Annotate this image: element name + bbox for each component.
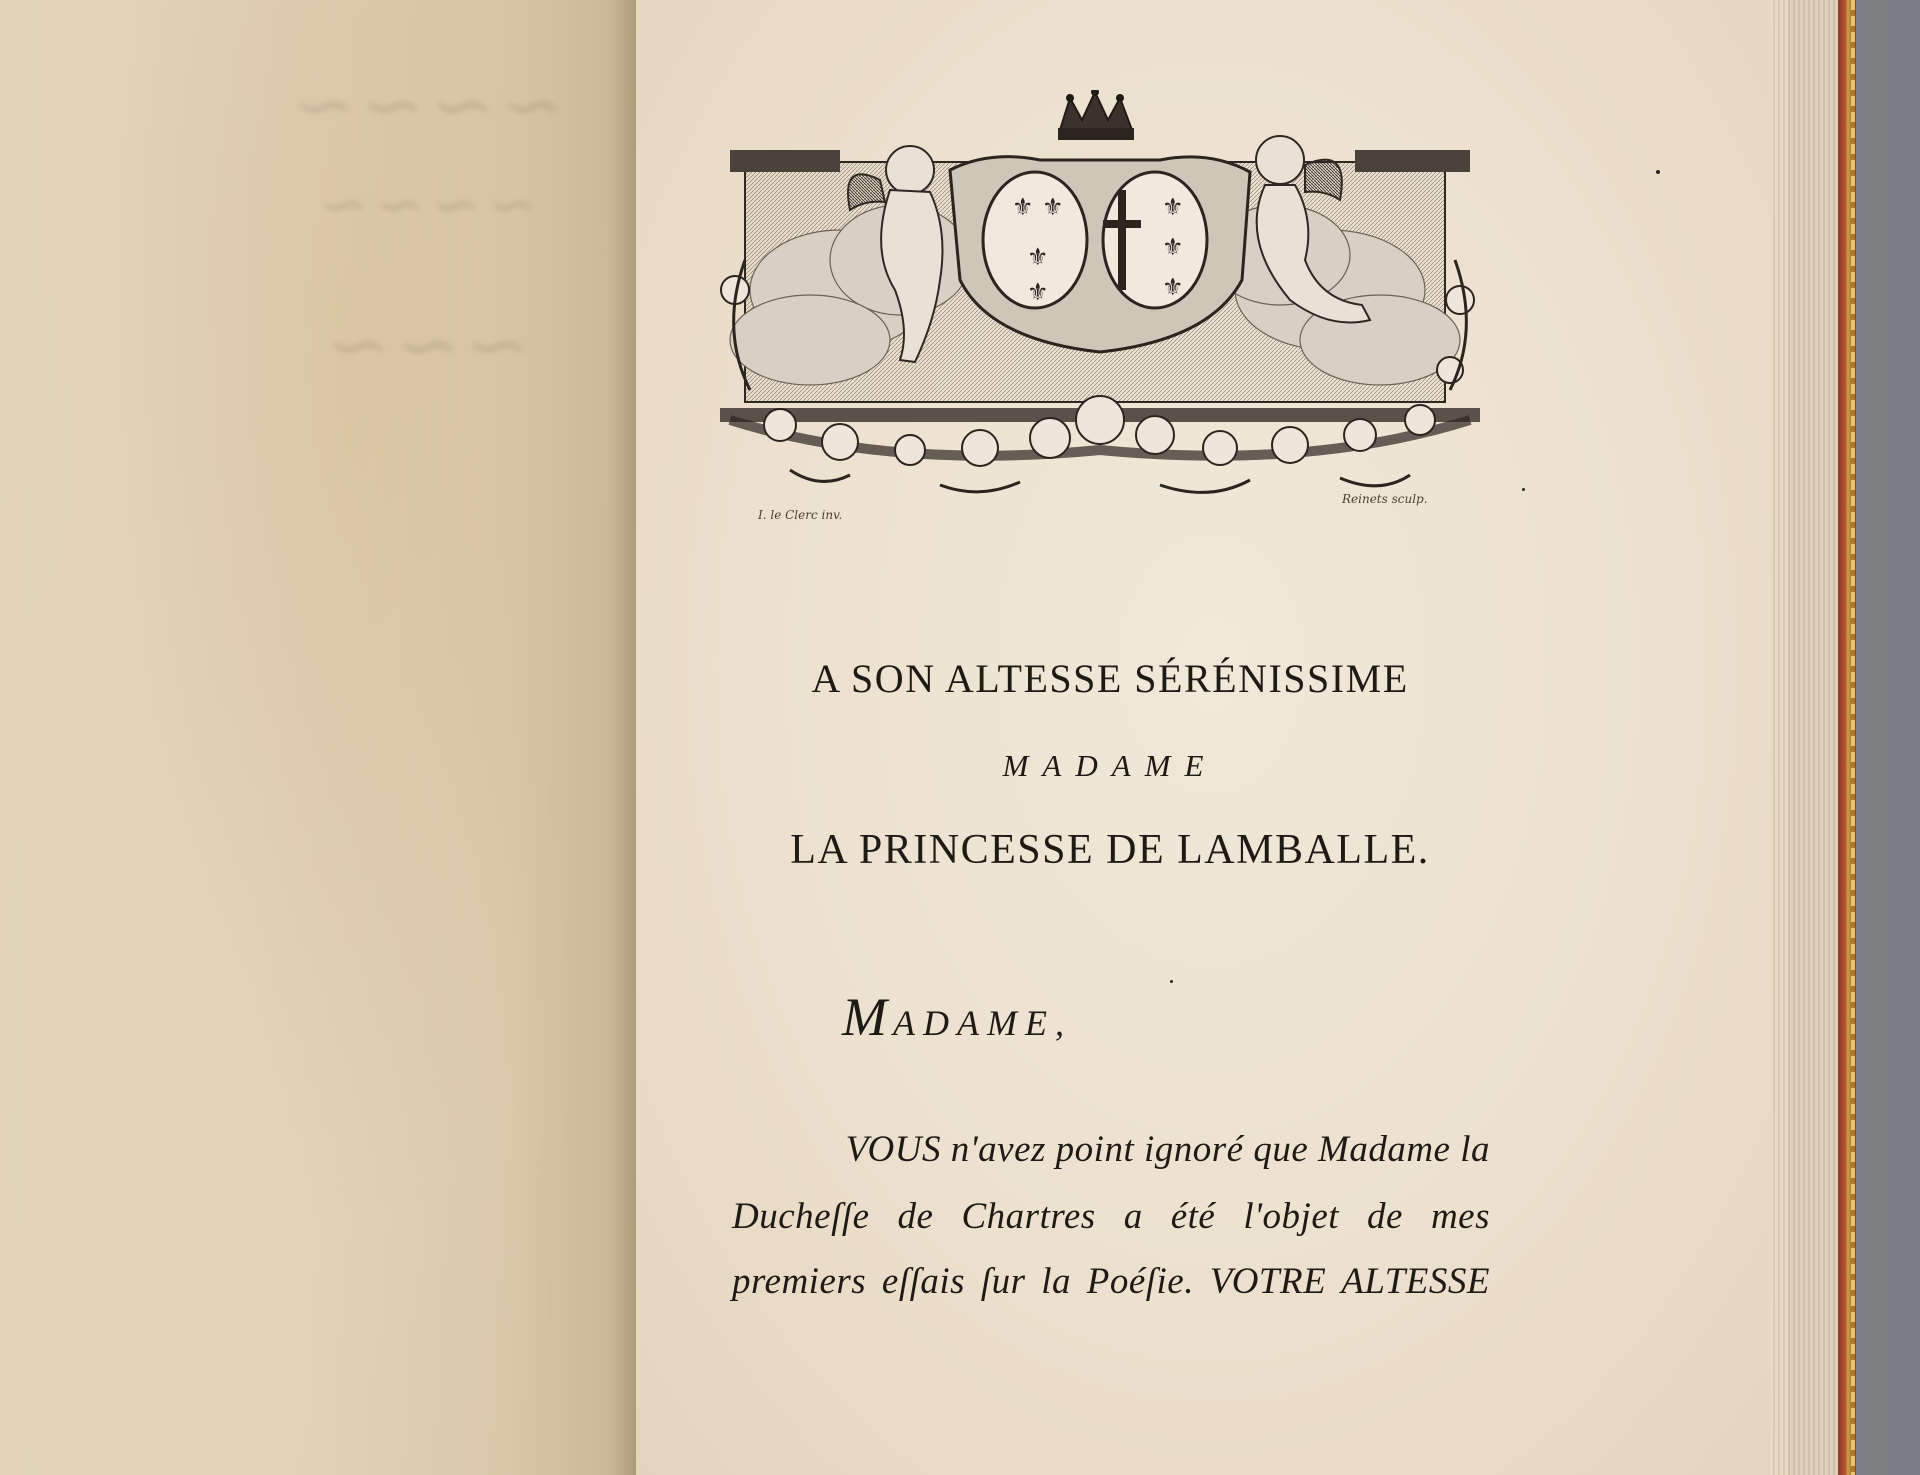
crown-icon bbox=[1058, 90, 1134, 140]
engraving-credit-inventor: I. le Clerc inv. bbox=[758, 508, 843, 522]
svg-text:⚜: ⚜ bbox=[1027, 278, 1049, 306]
svg-text:⚜: ⚜ bbox=[1162, 273, 1184, 301]
foxing-spot bbox=[1656, 170, 1660, 174]
dedication-princess: LA PRINCESSE DE LAMBALLE. bbox=[790, 827, 1430, 873]
foxing-spot bbox=[1522, 488, 1525, 491]
engraved-vignette bbox=[690, 90, 1510, 540]
salutation-rest: ADAME, bbox=[892, 1003, 1072, 1043]
body-text-line: premiers eſſais ſur la Poéſie. VOTRE ALTESSE bbox=[732, 1261, 1490, 1302]
svg-text:⚜: ⚜ bbox=[1162, 233, 1184, 261]
svg-text:⚜: ⚜ bbox=[1027, 243, 1049, 271]
svg-text:⚜: ⚜ bbox=[1162, 193, 1184, 221]
vignette-drawing bbox=[690, 90, 1510, 540]
svg-text:⚜: ⚜ bbox=[1012, 193, 1034, 221]
dedication-title: A SON ALTESSE SÉRÉNISSIME bbox=[811, 656, 1409, 701]
svg-text:⚜: ⚜ bbox=[1042, 193, 1064, 221]
salutation-initial: M bbox=[842, 987, 893, 1047]
foxing-spot bbox=[1170, 980, 1173, 983]
show-through-print: ~~~~ ~~~~ ~~~ bbox=[285, 60, 565, 389]
dedication-madame: MADAME bbox=[1002, 748, 1218, 783]
salutation bbox=[842, 986, 1072, 1048]
left-page bbox=[0, 0, 640, 1475]
page-edges bbox=[1770, 0, 1840, 1475]
engraving-credit-engraver: Reinets sculp. bbox=[1342, 492, 1428, 506]
body-text-line: Ducheſſe de Chartres a été l'objet de mes bbox=[732, 1196, 1490, 1237]
gilt-border bbox=[1851, 0, 1855, 1475]
body-text-line: VOUS n'avez point ignoré que Madame la bbox=[845, 1129, 1490, 1170]
